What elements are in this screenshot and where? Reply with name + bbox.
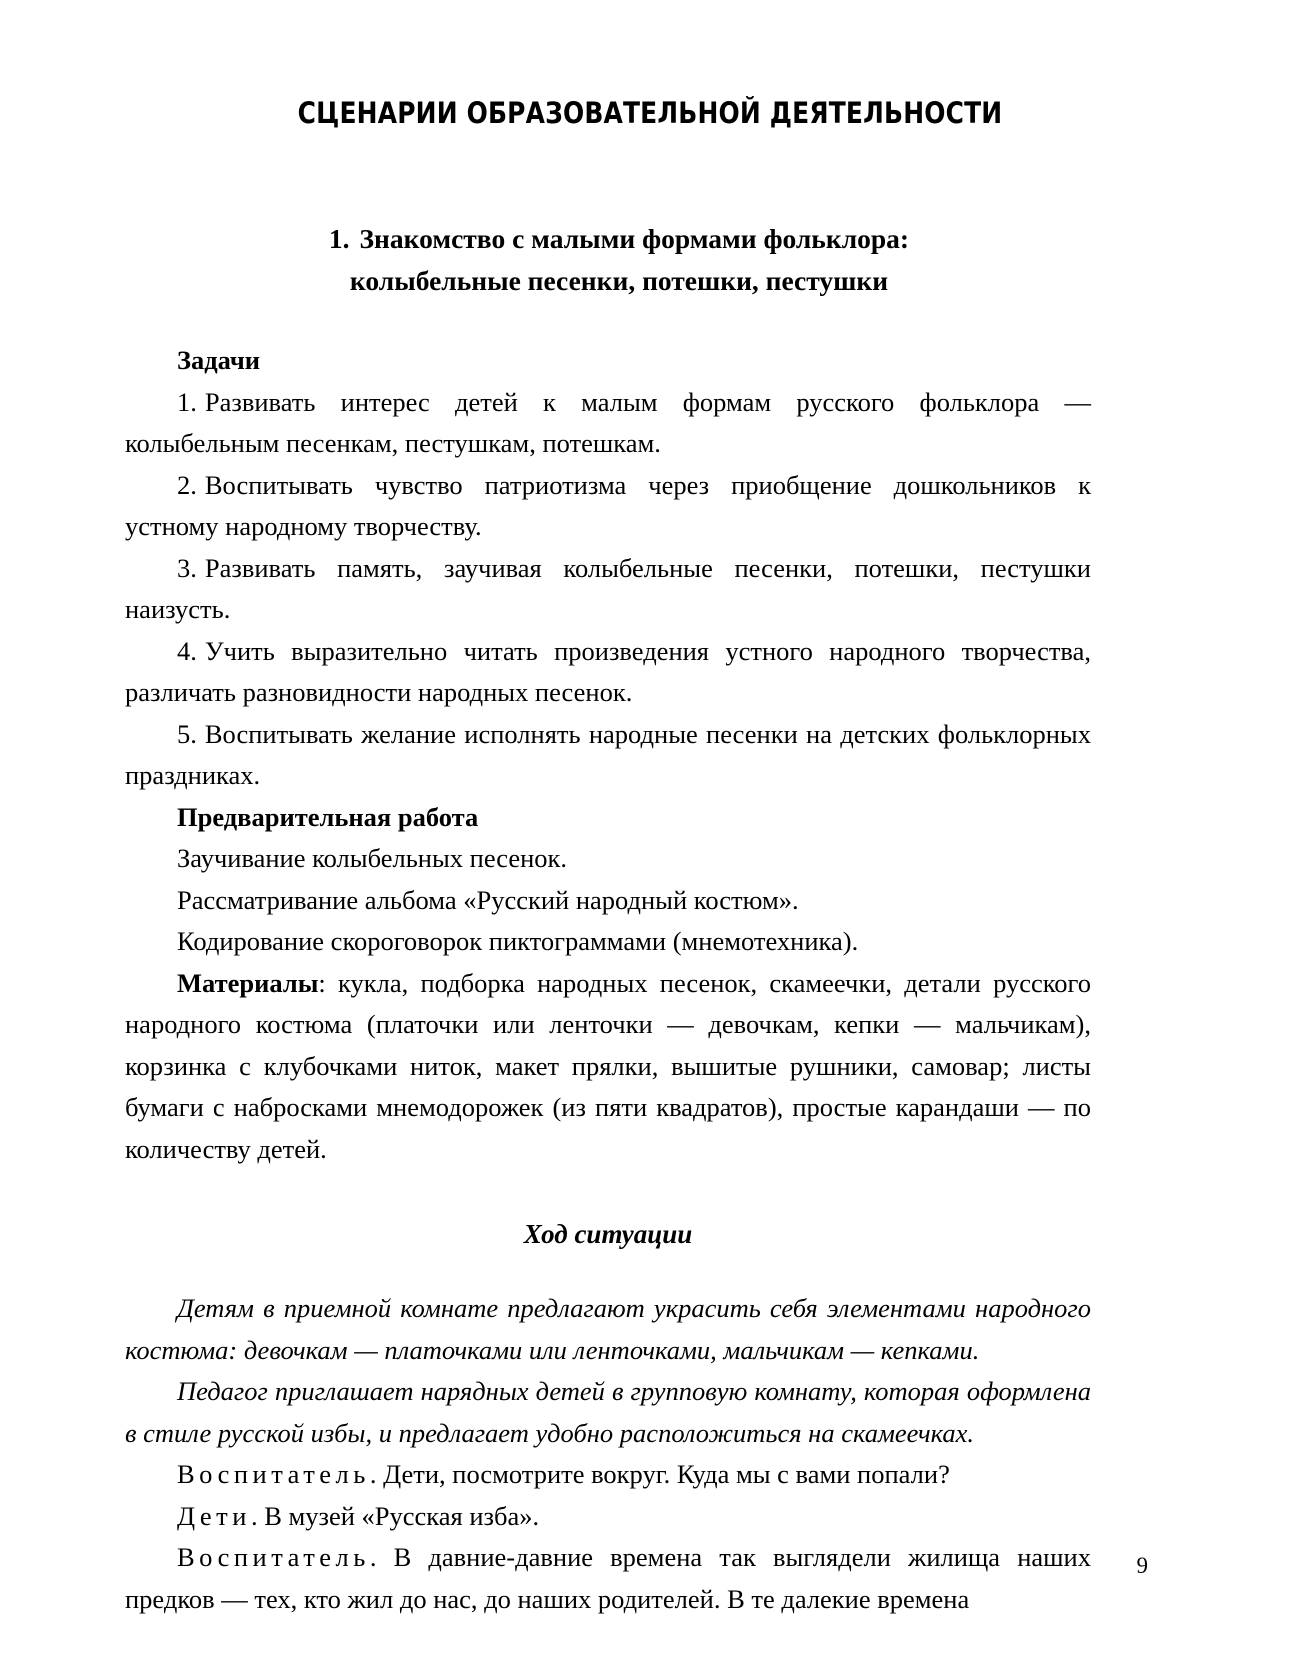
dialogue-line	[125, 1454, 1091, 1496]
text-column	[125, 218, 1091, 1620]
section-title-line-2: колыбельные песенки, потешки, пестушки	[349, 265, 889, 296]
preliminary-work-item: Рассматривание альбома «Русский народный костюм».	[177, 884, 799, 915]
speaker-name: Дети	[177, 1500, 251, 1531]
preliminary-work-item: Заучивание колыбельных песенок.	[177, 843, 568, 873]
task-item: 2. Воспитывать чувство патриотизма через приобщение дошкольников к устному народному творчеству.	[125, 469, 1091, 541]
task-item: 3. Развивать память, заучивая колыбельные песенки, потешки, пестушки наизусть.	[125, 552, 1091, 624]
dialogue-text: . Дети, посмотрите вокруг. Куда мы с вами попали?	[369, 1459, 950, 1489]
task-item: 4. Учить выразительно читать произведения устного народного творчества, различать разновидности народных песенок.	[125, 635, 1091, 707]
dialogue-text: . В давние-давние времена так выглядели жилища наших предков — тех, кто жил до нас, до наших родителей. В те далекие времена	[125, 1542, 1091, 1614]
dialogue-line	[125, 1496, 1091, 1538]
task-item: 1. Развивать интерес детей к малым формам русского фольклора — колыбельным песенкам, пестушкам, потешкам.	[125, 386, 1091, 458]
tasks-label: Задачи	[177, 345, 261, 375]
materials-paragraph: Материалы: кукла, подборка народных песенок, скамеечки, детали русского народного костюма (платочки или ленточки — девочкам, кепки — мальчикам), корзинка с клубочками ниток, макет прялки, вышитые рушники, самовар; листы бумаги с набросками мнемодорожек (из пяти квадратов), простые карандаши — по количеству детей.	[125, 967, 1091, 1164]
preliminary-work-item: Кодирование скороговорок пиктограммами (мнемотехника).	[177, 926, 859, 956]
dialogue-text: . В музей «Русская изба».	[250, 1500, 540, 1531]
section-heading	[125, 218, 1091, 302]
dialogue-block	[125, 1454, 1091, 1620]
page-running-title: СЦЕНАРИИ ОБРАЗОВАТЕЛЬНОЙ ДЕЯТЕЛЬНОСТИ	[297, 96, 1003, 130]
stage-direction: Педагог приглашает нарядных детей в групповую комнату, которая оформлена в стиле русской избы, и предлагает удобно расположиться на скамеечках.	[125, 1376, 1091, 1448]
preliminary-work-block	[125, 797, 1091, 963]
stage-directions-block	[125, 1288, 1091, 1454]
section-title-line-1: Знакомство с малыми формами фольклора:	[359, 223, 910, 254]
speaker-name: Воспитатель	[177, 1459, 370, 1489]
page-number: 9	[1136, 1553, 1148, 1578]
section-number: 1.	[328, 223, 350, 254]
task-item: 5. Воспитывать желание исполнять народные песенки на детских фольклорных праздниках.	[125, 718, 1091, 790]
dialogue-line	[125, 1537, 1091, 1620]
scenario-heading: Ход ситуации	[523, 1219, 693, 1249]
stage-direction: Детям в приемной комнате предлагают украсить себя элементами народного костюма: девочкам — платочками или ленточками, мальчикам — кепками.	[125, 1293, 1091, 1365]
speaker-name: Воспитатель	[177, 1542, 370, 1572]
tasks-block	[125, 340, 1091, 797]
preliminary-work-label: Предварительная работа	[177, 801, 479, 832]
